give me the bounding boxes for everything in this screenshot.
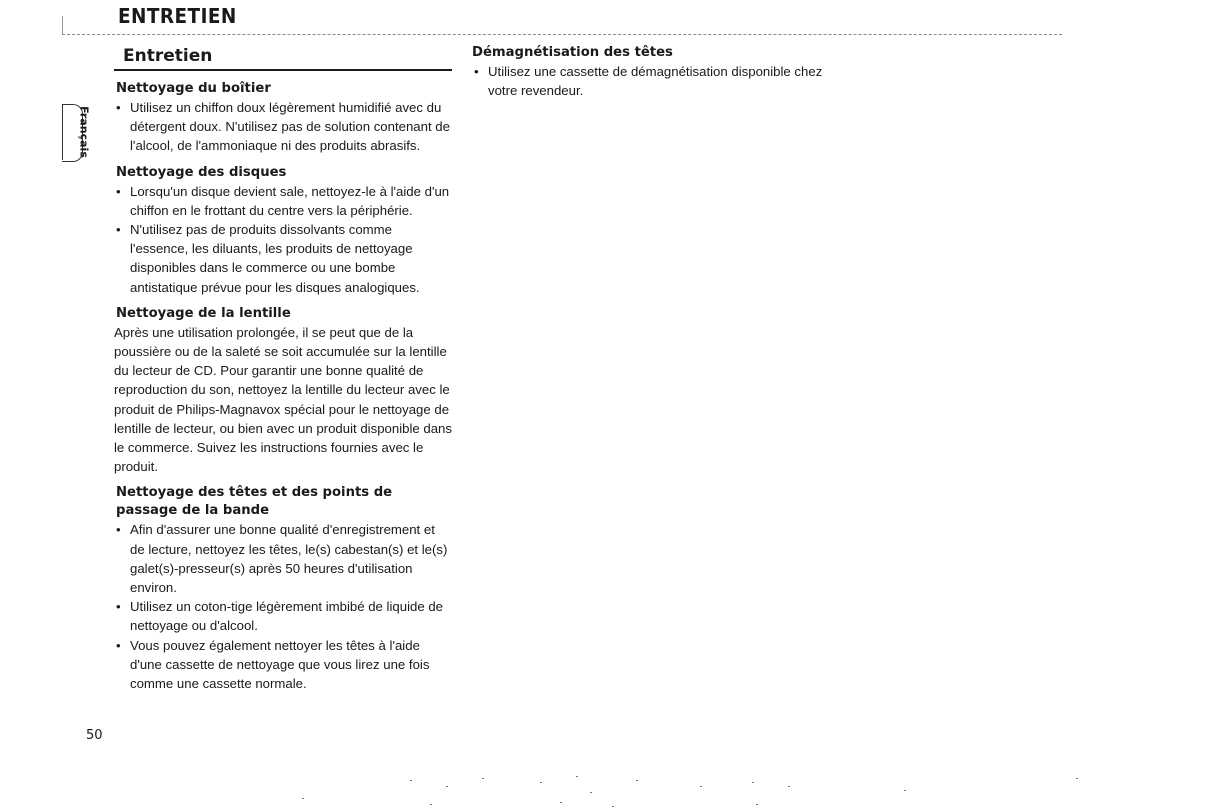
bullet-icon: • (474, 64, 479, 79)
lens-cleaning-heading: Nettoyage de la lentille (116, 305, 291, 321)
disc-cleaning-section (114, 164, 452, 297)
list-item: • Vous pouvez également nettoyer les têtes à l'aide d'une cassette de nettoyage que vous lirez une fois comme une cassette normale. (116, 637, 430, 692)
head-cleaning-heading: Nettoyage des têtes et des points de passage de la bande (116, 485, 393, 519)
page-title: ENTRETIEN (118, 4, 237, 28)
header-corner-mark (62, 16, 63, 34)
bullet-icon: • (116, 222, 121, 238)
scan-speck (590, 792, 592, 793)
housing-cleaning-section (114, 80, 452, 156)
demagnetization-heading: Démagnétisation des têtes (472, 45, 673, 60)
scan-speck (788, 786, 790, 787)
scan-speck (560, 802, 562, 803)
scan-speck (540, 782, 542, 783)
scan-speck (612, 806, 614, 807)
scan-speck (756, 804, 758, 805)
page-number: 50 (86, 728, 103, 743)
list-item: • N'utilisez pas de produits dissolvants comme l'essence, les diluants, les produits de nettoyage disponibles dans le commerce ou une bombe antistatique prévue pour les disques analogiques. (116, 222, 420, 295)
bullet-icon: • (116, 100, 121, 115)
list-item: • Utilisez une cassette de démagnétisation disponible chez votre revendeur. (474, 64, 823, 99)
scan-speck (410, 780, 412, 781)
list-item: • Lorsqu'un disque devient sale, nettoyez-le à l'aide d'un chiffon en le frottant du centre vers la périphérie. (116, 183, 450, 218)
scan-speck (430, 804, 432, 805)
list-item: • Utilisez un coton-tige légèrement imbibé de liquide de nettoyage ou d'alcool. (116, 599, 444, 634)
demagnetization-list (472, 62, 832, 100)
housing-cleaning-list (114, 98, 452, 156)
scan-speck (576, 776, 578, 777)
left-column (114, 44, 452, 701)
demagnetization-section (472, 44, 832, 100)
bullet-icon: • (116, 599, 121, 615)
head-cleaning-section (114, 484, 452, 693)
bullet-icon: • (116, 183, 121, 199)
list-item: • Utilisez un chiffon doux légèrement humidifié avec du détergent doux. N'utilisez pas de solution contenant de l'alcool, de l'ammoniaque ni des produits abrasifs. (116, 100, 450, 154)
disc-cleaning-list (114, 182, 452, 297)
bullet-icon: • (116, 522, 121, 538)
lens-cleaning-text: Après une utilisation prolongée, il se peut que de la poussière ou de la saleté se soit accumulée sur la lentille du lecteur de CD. Pour garantir une bonne qualité de reproduction du son, nettoyez la lentille du lecteur avec le produit de Philips-Magnavox spécial pour le nettoyage de lentille de lecteur, ou bien avec un produit disponible dans le commerce. Suivez les instructions fournies avec le produit. (114, 324, 452, 475)
scan-speck (904, 790, 906, 791)
list-item: • Afin d'assurer une bonne qualité d'enregistrement et de lecture, nettoyez les têtes, le(s) cabestan(s) et le(s) galet(s)-presseur(s) après 50 heures d'utilisation environ. (116, 522, 448, 596)
housing-cleaning-heading: Nettoyage du boîtier (116, 81, 271, 96)
scan-speck (482, 778, 484, 779)
header-divider (62, 34, 1062, 35)
scan-speck (700, 786, 702, 787)
language-tab-label: Français (77, 106, 91, 158)
scan-speck (636, 780, 638, 781)
scan-speck (752, 782, 754, 783)
right-column (472, 44, 832, 108)
head-cleaning-list (114, 520, 452, 693)
disc-cleaning-heading: Nettoyage des disques (116, 164, 287, 180)
section-title: Entretien (114, 44, 452, 71)
scan-speck (1076, 778, 1078, 779)
scan-speck (302, 798, 304, 799)
scan-speck (446, 786, 448, 787)
bullet-icon: • (116, 637, 121, 653)
lens-cleaning-section (114, 305, 452, 477)
